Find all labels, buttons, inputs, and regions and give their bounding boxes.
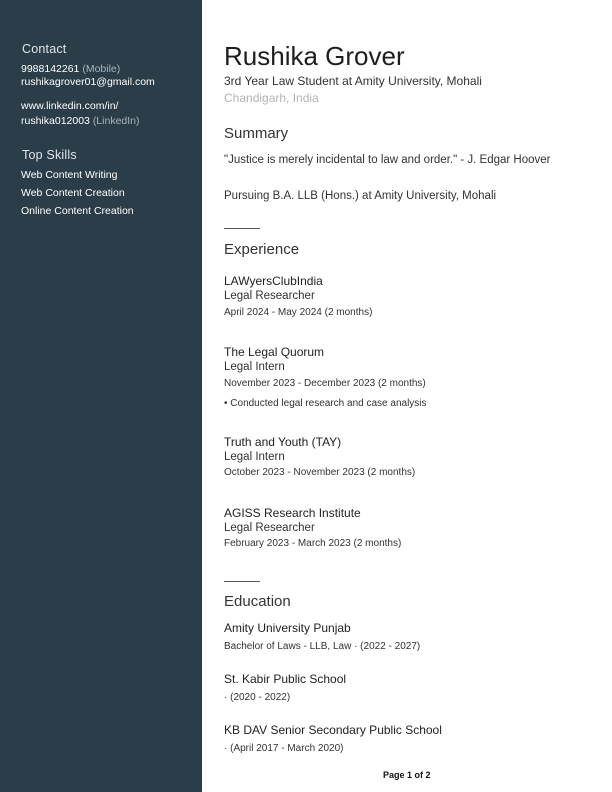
linkedin-link-line1[interactable]: www.linkedin.com/in/ — [21, 100, 119, 112]
education-school: Amity University Punjab — [224, 621, 351, 635]
education-degree: · (2020 - 2022) — [224, 692, 291, 703]
top-skills-heading: Top Skills — [22, 148, 77, 162]
experience-heading: Experience — [224, 241, 300, 258]
experience-company: Truth and Youth (TAY) — [224, 435, 342, 449]
phone-number[interactable]: 9988142261 — [21, 63, 80, 75]
person-name: Rushika Grover — [224, 41, 405, 71]
experience-company: LAWyersClubIndia — [224, 274, 323, 288]
phone-label: (Mobile) — [82, 63, 121, 75]
experience-role: Legal Researcher — [224, 290, 315, 302]
experience-dates: February 2023 - March 2023 (2 months) — [224, 538, 402, 549]
experience-dates: April 2024 - May 2024 (2 months) — [224, 307, 373, 318]
skill-item: Online Content Creation — [21, 205, 134, 217]
skill-item: Web Content Writing — [21, 169, 118, 181]
sidebar — [0, 0, 202, 792]
education-school: St. Kabir Public School — [224, 672, 347, 686]
summary-heading: Summary — [224, 125, 289, 142]
education-heading: Education — [224, 593, 291, 610]
experience-role: Legal Intern — [224, 451, 285, 463]
summary-pursuing: Pursuing B.A. LLB (Hons.) at Amity University, Mohali — [224, 190, 497, 202]
experience-company: The Legal Quorum — [224, 345, 325, 359]
skill-item: Web Content Creation — [21, 187, 125, 199]
email-link[interactable]: rushikagrover01@gmail.com — [21, 76, 155, 88]
section-divider — [224, 581, 260, 582]
headline: 3rd Year Law Student at Amity University, Mohali — [224, 74, 482, 88]
education-degree: Bachelor of Laws - LLB, Law · (2022 - 2027) — [224, 641, 421, 652]
experience-dates: October 2023 - November 2023 (2 months) — [224, 467, 416, 478]
experience-role: Legal Intern — [224, 361, 285, 373]
linkedin-line2 — [21, 115, 140, 127]
linkedin-link-line2[interactable]: rushika012003 — [21, 115, 90, 127]
experience-bullet: • Conducted legal research and case analysis — [224, 398, 427, 409]
experience-dates: November 2023 - December 2023 (2 months) — [224, 378, 426, 389]
linkedin-label: (LinkedIn) — [92, 115, 140, 127]
summary-quote: "Justice is merely incidental to law and order." - J. Edgar Hoover — [224, 154, 551, 166]
education-degree: · (April 2017 - March 2020) — [224, 743, 344, 754]
experience-role: Legal Researcher — [224, 522, 315, 534]
location: Chandigarh, India — [224, 91, 319, 105]
section-divider — [224, 228, 260, 229]
phone-line — [21, 63, 120, 75]
experience-company: AGISS Research Institute — [224, 506, 361, 520]
main-content — [224, 0, 594, 792]
contact-heading: Contact — [22, 42, 67, 56]
page-number: Page 1 of 2 — [383, 770, 431, 780]
education-school: KB DAV Senior Secondary Public School — [224, 723, 442, 737]
